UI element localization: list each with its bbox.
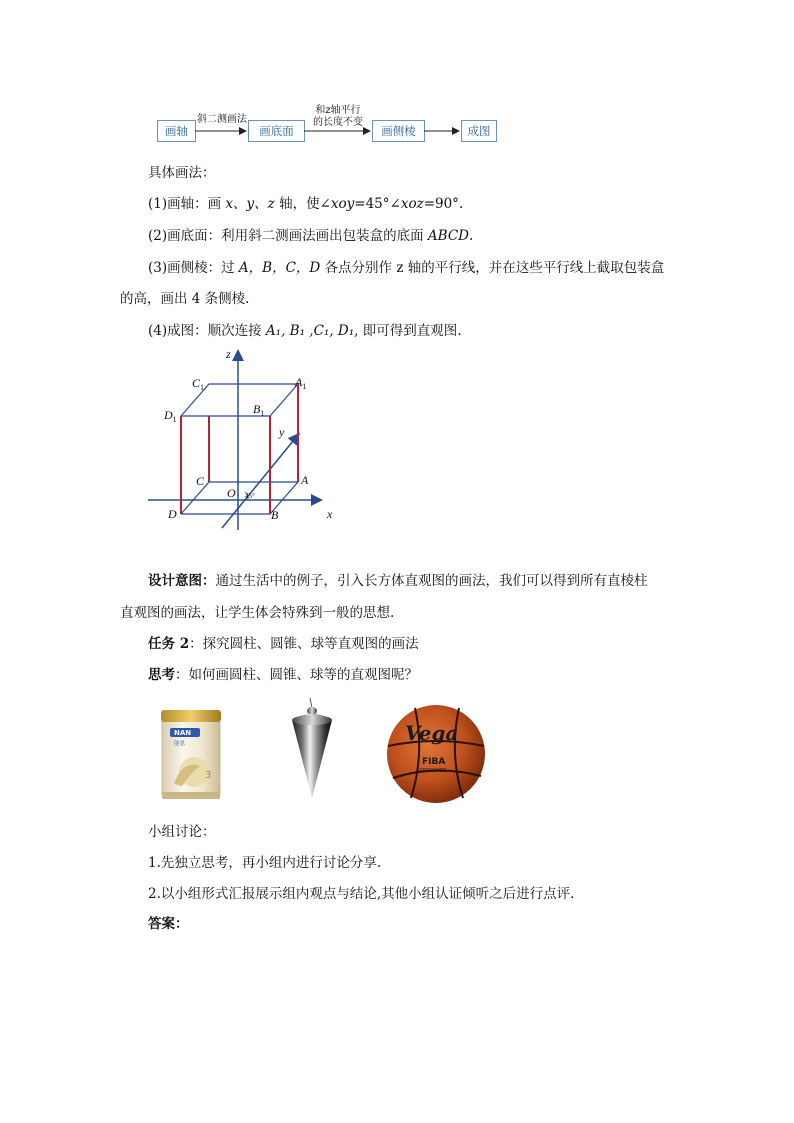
can-sub: 能恩	[174, 741, 186, 747]
think-label: 思考	[148, 667, 175, 683]
label-a1: $A_1$	[295, 375, 307, 391]
step3-prefix: (3)画侧棱：过	[148, 260, 239, 276]
flow-arrow2-label-1: 和z轴平行	[315, 105, 361, 116]
task2-text: ：探究圆柱、圆锥、球等直观图的画法	[189, 636, 419, 652]
ball-fiba: FIBA	[422, 757, 446, 767]
flow-box-draw-base: 画底面	[248, 120, 305, 142]
basketball-image	[385, 700, 487, 806]
label-c1: $C_1$	[192, 376, 205, 392]
label-45: 45°	[245, 492, 255, 500]
design-intent-text: 通过生活中的例子，引入长方体直观图的画法，我们可以得到所有直棱柱	[215, 573, 648, 589]
step1-axes: x、y、z	[225, 196, 275, 212]
method-step2	[148, 226, 473, 246]
method-step3-line1	[148, 258, 664, 278]
design-intent-line2: 直观图的画法，让学生体会特殊到一般的思想.	[120, 605, 395, 621]
step1-val1: =45°∠	[354, 196, 401, 212]
cuboid-figure	[140, 340, 360, 535]
label-a: A	[301, 473, 309, 487]
flow-arrows	[0, 0, 794, 160]
answer-label: 答案：	[148, 916, 189, 932]
can-number: 3	[205, 770, 212, 781]
flow-box-draw-edges: 画侧棱	[372, 120, 425, 142]
flow-arrow1-label: 斜二测画法	[197, 114, 247, 125]
discussion-item-1: 1.先独立思考，再小组内进行讨论分享.	[148, 855, 382, 871]
step1-angle2: xoz	[400, 196, 424, 212]
method-heading: 具体画法：	[148, 165, 216, 181]
step1-mid: 轴，使∠	[274, 196, 331, 212]
task2	[148, 634, 419, 654]
step4-suffix: , 即可得到直观图.	[354, 323, 462, 339]
method-step4	[148, 321, 462, 341]
can-brand: NAN	[174, 729, 192, 737]
step1-angle1: xoy	[330, 196, 355, 212]
flow-box-draw-axes: 画轴	[157, 120, 196, 142]
step2-abcd: ABCD	[427, 228, 469, 244]
flow-box-finish: 成图	[461, 120, 497, 142]
step1-prefix: (1)画轴：画	[148, 196, 226, 212]
step4-prefix: (4)成图：顺次连接	[148, 323, 266, 339]
step2-prefix: (2)画底面：利用斜二测画法画出包装盒的底面	[148, 228, 428, 244]
flow-arrow2-label-2: 的长度不变	[313, 117, 363, 128]
design-intent-label: 设计意图	[148, 573, 202, 589]
label-z: z	[226, 347, 231, 361]
step3-text: 各点分别作 z 轴的平行线，并在这些平行线上截取包装盒	[320, 260, 665, 276]
method-step3-line2: 的高，画出 4 条侧棱.	[120, 291, 250, 307]
cone-plumb-image	[278, 698, 358, 802]
discussion-item-2: 2.以小组形式汇报展示组内观点与结论,其他小组认证倾听之后进行点评.	[148, 886, 575, 902]
design-intent-line1	[148, 571, 648, 591]
step3-points: A，B，C，D	[238, 260, 321, 276]
label-d: D	[168, 507, 177, 521]
label-b1: $B_1$	[253, 402, 265, 418]
step1-val2: =90°.	[423, 196, 464, 212]
design-intent-colon: ：	[202, 573, 216, 589]
think-text: ：如何画圆柱、圆锥、球等的直观图呢？	[175, 667, 418, 683]
ball-approved: APPROVED	[419, 768, 447, 774]
label-y: y	[279, 425, 285, 439]
task2-label: 任务 2	[148, 636, 190, 652]
think	[148, 665, 418, 685]
label-o: O	[227, 486, 236, 500]
label-c: C	[196, 474, 205, 488]
discussion-heading: 小组讨论：	[148, 824, 216, 840]
label-b: B	[271, 508, 279, 522]
label-x: x	[327, 507, 333, 521]
step4-points: A₁, B₁ ,C₁, D₁	[265, 323, 355, 339]
label-d1: $D_1$	[164, 408, 177, 424]
step2-end: .	[469, 228, 474, 244]
milk-can-image	[160, 708, 222, 801]
method-step1	[148, 194, 463, 214]
ball-brand: Vega	[405, 721, 459, 745]
